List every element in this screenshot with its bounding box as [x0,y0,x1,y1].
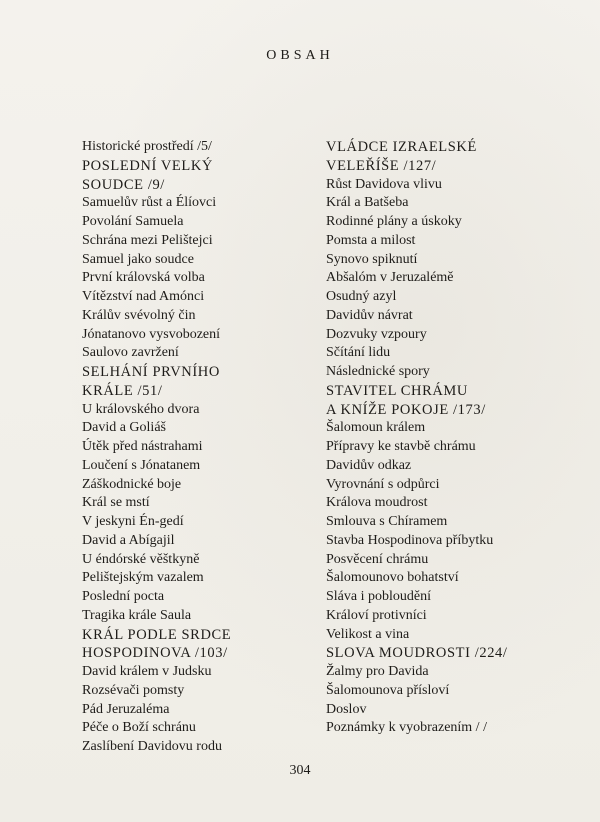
contents-entry: Šalomoun králem [326,420,426,436]
contents-entry: Král a Batšeba [326,195,409,211]
contents-section-heading: KRÁL PODLE SRDCE [82,626,232,643]
contents-section-heading: VELEŘÍŠE /127/ [326,157,437,174]
contents-entry: Sláva i pobloudění [326,589,431,604]
contents-entry: Velikost a vina [326,626,410,642]
contents-entry: Samuelův růst a Élíovci [82,195,217,211]
contents-section-heading: KRÁLE /51/ [82,382,163,399]
contents-entry: Poslední pocta [82,589,165,604]
contents-entry: Schrána mezi Pelištejci [82,232,213,248]
contents-entry: Saulovo zavržení [82,345,179,361]
contents-entry: David a Goliáš [82,420,166,436]
contents-entry: Jónatanovo vysvobození [82,326,221,342]
contents-entry: David králem v Judsku [82,664,212,679]
contents-section-heading: HOSPODINOVA /103/ [82,645,228,662]
contents-section-heading: STAVITEL CHRÁMU [326,382,468,399]
contents-entry: U éndórské věštkyně [82,551,200,567]
contents-entry: Šalomounovo bohatství [326,570,459,586]
contents-entry: První královská volba [82,270,205,286]
contents-entry: Doslov [326,701,367,717]
contents-entry: Péče o Boží schránu [82,720,196,736]
contents-entry: Žalmy pro Davida [326,664,429,679]
contents-entry: Rodinné plány a úskoky [326,214,462,229]
contents-entry: Loučení s Jónatanem [82,457,201,473]
contents-title: OBSAH [266,48,334,63]
contents-entry: Osudný azyl [326,289,397,304]
contents-entry: Tragika krále Saula [82,607,192,623]
contents-entry: Králův svévolný čin [82,307,196,323]
contents-entry: Posvěcení chrámu [326,551,429,567]
contents-entry: Králova moudrost [326,495,428,511]
contents-entry: Pelištejským vazalem [82,570,204,586]
contents-entry: Zaslíbení Davidovu rodu [82,739,222,754]
contents-entry: Dozvuky vzpoury [326,326,427,342]
contents-entry: Král se mstí [82,495,150,511]
contents-entry: Pomsta a milost [326,232,416,248]
contents-left-column [82,138,318,757]
contents-entry: Abšalóm v Jeruzalémě [326,270,454,286]
contents-entry: Přípravy ke stavbě chrámu [326,439,476,454]
contents-entry: Rozsévači pomsty [82,682,185,698]
contents-entry: David a Abígajil [82,532,175,548]
contents-entry: Povolání Samuela [82,214,184,229]
contents-section-heading: SOUDCE /9/ [82,176,165,193]
contents-entry: Útěk před nástrahami [82,439,203,454]
contents-entry: Vyrovnání s odpůrci [326,476,440,492]
page-number: 304 [289,763,311,778]
contents-entry: Pád Jeruzaléma [82,701,170,717]
contents-entry: Šalomounova přísloví [326,682,450,698]
contents-section-heading: SELHÁNÍ PRVNÍHO [82,364,220,380]
contents-entry: Historické prostředí /5/ [82,139,212,154]
contents-entry: Synovo spiknutí [326,251,418,267]
contents-section-heading: VLÁDCE IZRAELSKÉ [326,139,477,155]
contents-entry: Růst Davidova vlivu [326,176,442,192]
contents-entry: U královského dvora [82,401,200,417]
contents-right-column [326,138,566,738]
contents-entry: Královí protivníci [326,607,427,623]
contents-entry: Smlouva s Chíramem [326,514,448,529]
contents-entry: Poznámky k vyobrazením / / [326,720,487,736]
contents-entry: Sčítání lidu [326,345,391,361]
contents-section-heading: POSLEDNÍ VELKÝ [82,157,213,174]
contents-entry: Samuel jako soudce [82,251,194,267]
contents-section-heading: A KNÍŽE POKOJE /173/ [326,401,486,418]
contents-entry: Davidův odkaz [326,457,412,473]
contents-entry: Následnické spory [326,364,430,379]
contents-entry: Vítězství nad Amónci [82,289,205,304]
contents-section-heading: SLOVA MOUDROSTI /224/ [326,645,508,662]
contents-entry: V jeskyni Én-gedí [82,514,184,529]
contents-entry: Záškodnické boje [82,476,182,492]
contents-entry: Davidův návrat [326,307,413,323]
contents-entry: Stavba Hospodinova příbytku [326,532,494,548]
